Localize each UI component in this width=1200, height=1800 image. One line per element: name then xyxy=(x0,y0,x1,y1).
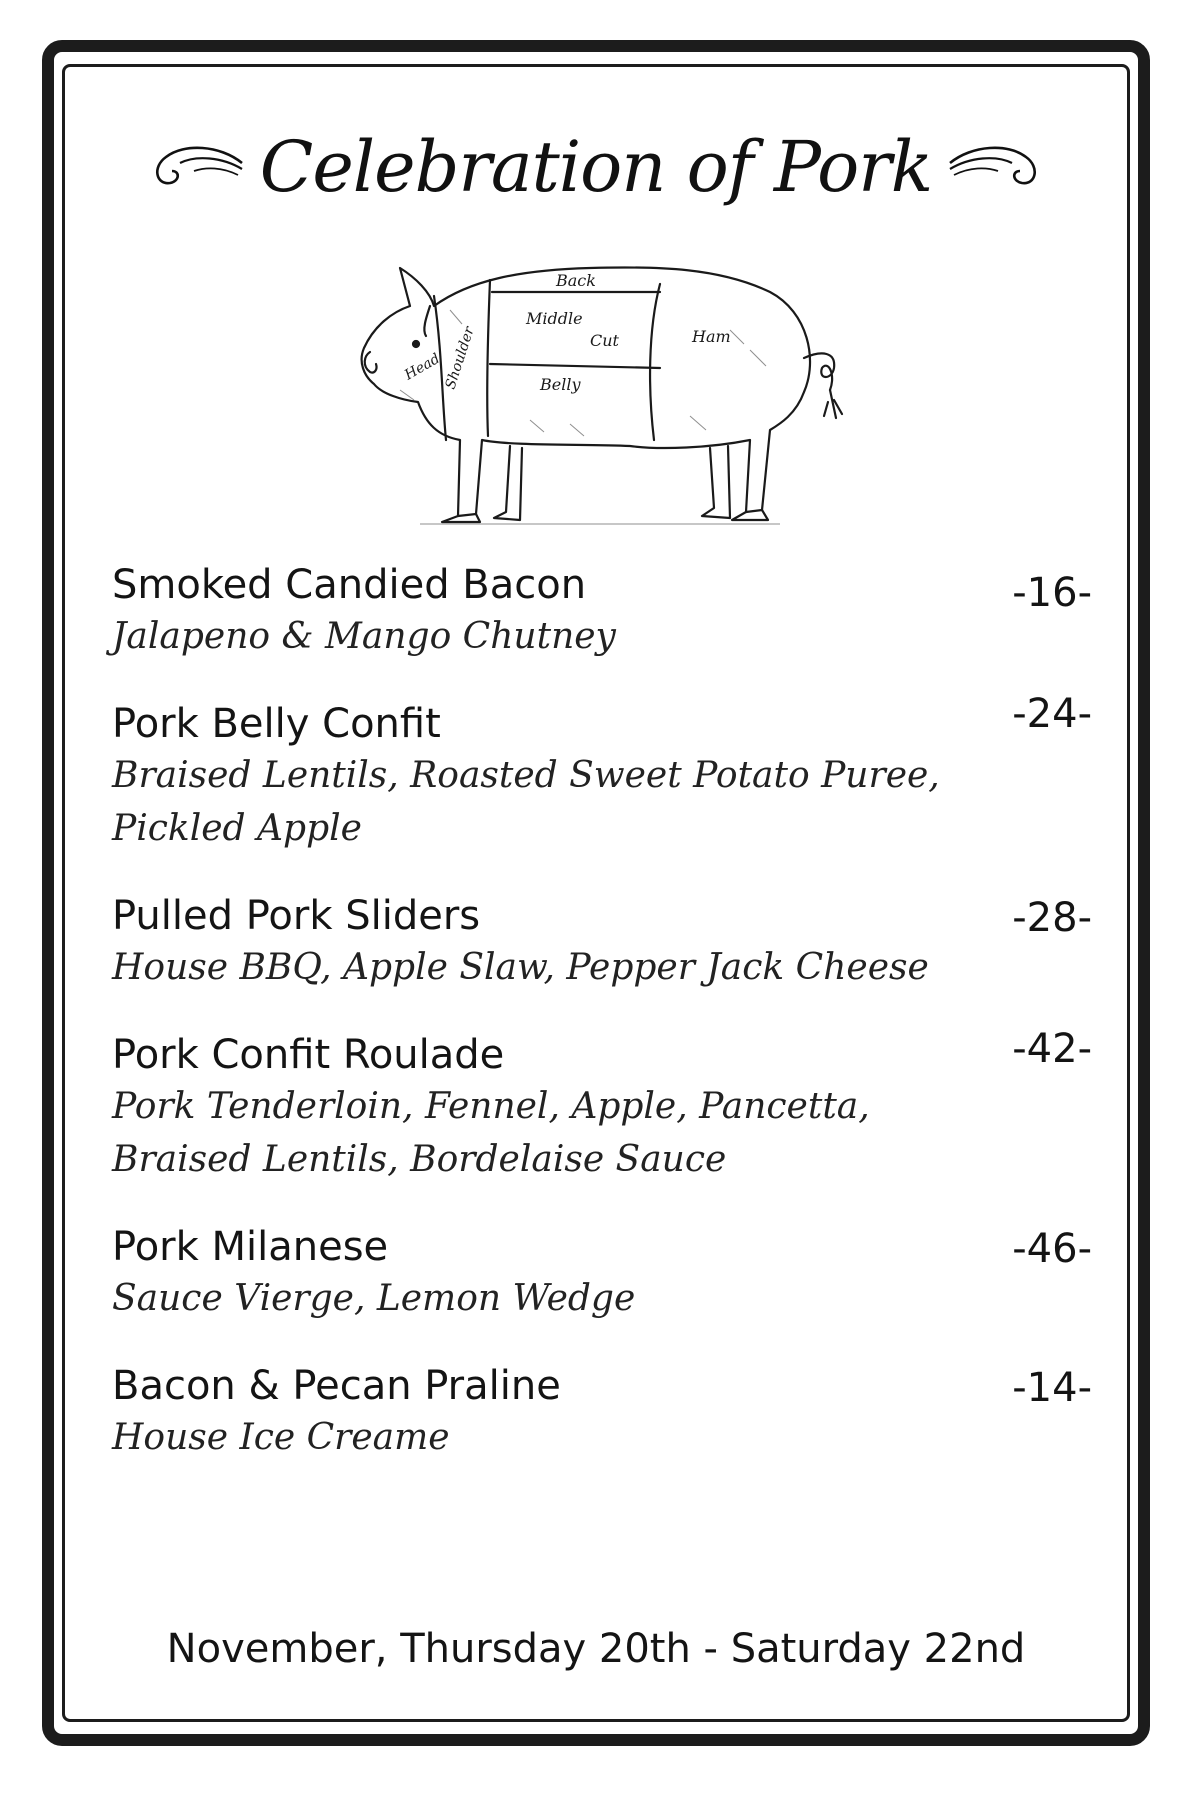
menu-item xyxy=(112,560,1092,663)
cut-label-shoulder: Shoulder xyxy=(442,324,478,392)
menu-item-price: -16- xyxy=(1012,570,1092,616)
menu-item-name: Pork Confit Roulade xyxy=(112,1032,505,1078)
menu-item-description: Braised Lentils, Bordelaise Sauce xyxy=(112,1139,727,1180)
menu-item xyxy=(112,1222,1092,1325)
menu-item-description: House BBQ, Apple Slaw, Pepper Jack Cheese xyxy=(112,947,929,988)
flourish-right-icon xyxy=(946,139,1042,195)
cut-label-ham: Ham xyxy=(692,327,731,346)
menu-item-name: Smoked Candied Bacon xyxy=(112,562,587,608)
menu-list xyxy=(112,560,1092,1464)
cut-label-belly: Belly xyxy=(540,375,581,394)
menu-item-description: Braised Lentils, Roasted Sweet Potato Puree, xyxy=(112,755,940,796)
menu-item-price: -28- xyxy=(1012,895,1092,941)
menu-item xyxy=(112,1361,1092,1464)
menu-item-name: Pulled Pork Sliders xyxy=(112,893,481,939)
cut-label-middle: Middle xyxy=(526,309,583,328)
menu-item-price: -14- xyxy=(1012,1365,1092,1411)
flourish-left-icon xyxy=(150,139,246,195)
menu-item-price: -42- xyxy=(1012,1026,1092,1072)
menu-item-price: -46- xyxy=(1012,1226,1092,1272)
menu-item-description: Pork Tenderloin, Fennel, Apple, Pancetta, xyxy=(112,1086,870,1127)
menu-item-description: Jalapeno & Mango Chutney xyxy=(112,616,616,657)
cut-label-back: Back xyxy=(556,271,596,290)
menu-item-name: Pork Milanese xyxy=(112,1224,389,1270)
cut-label-head: Head xyxy=(402,350,443,384)
menu-item xyxy=(112,1026,1092,1186)
event-dates: November, Thursday 20th - Saturday 22nd xyxy=(166,1626,1026,1672)
menu-item xyxy=(112,691,1092,855)
menu-item-description: House Ice Creame xyxy=(112,1417,450,1458)
pig-butcher-diagram xyxy=(330,240,870,550)
menu-item-name: Pork Belly Confit xyxy=(112,701,441,747)
title-row xyxy=(62,112,1130,222)
menu-item-name: Bacon & Pecan Praline xyxy=(112,1363,561,1409)
menu-item-description: Pickled Apple xyxy=(112,808,362,849)
menu-item-price: -24- xyxy=(1012,691,1092,737)
cut-label-cut: Cut xyxy=(590,331,619,350)
page-title: Celebration of Pork xyxy=(259,126,933,208)
menu-item-description: Sauce Vierge, Lemon Wedge xyxy=(112,1278,636,1319)
menu-item xyxy=(112,891,1092,994)
